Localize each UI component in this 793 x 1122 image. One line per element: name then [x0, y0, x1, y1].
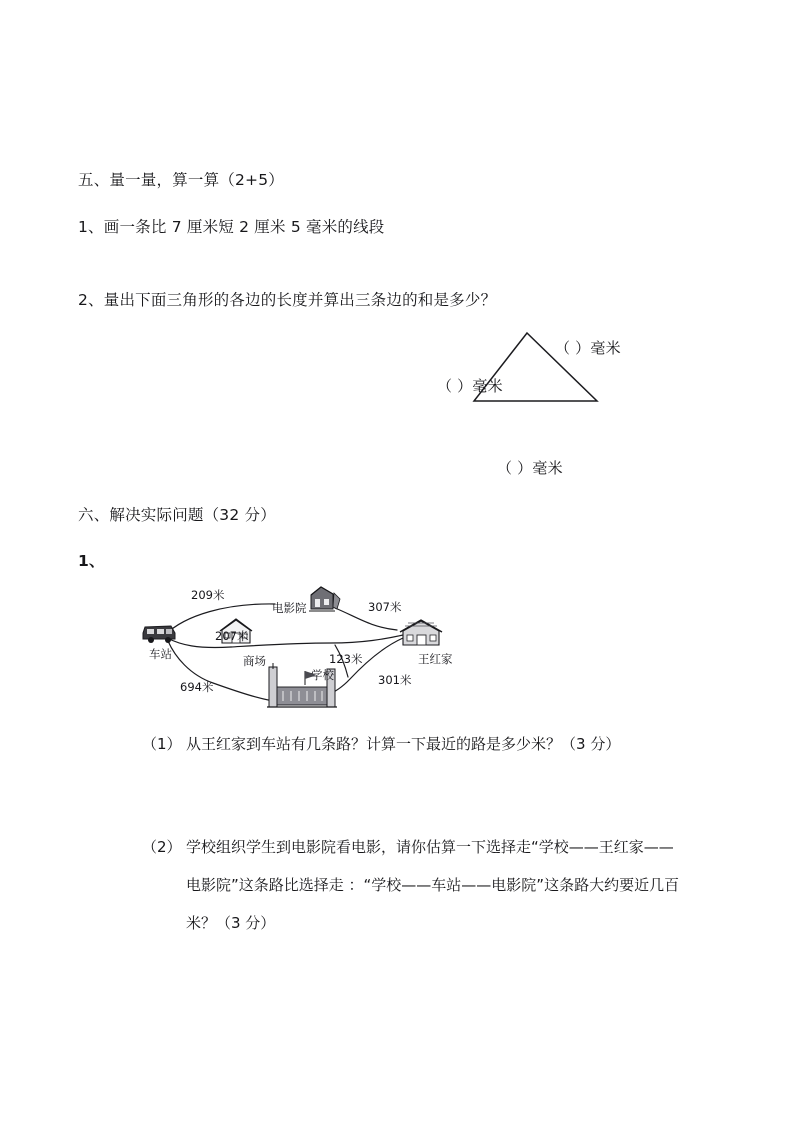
map-distance-label-school-home: 301米 — [378, 673, 412, 687]
map-question-1-text: 从王红家到车站有几条路？计算一下最近的路是多少米？（3 分） — [186, 735, 621, 753]
map-distance-label-station-mall: 207米 — [215, 629, 249, 643]
map-question-2-number: （2） — [142, 838, 182, 856]
map-question-1-number: （1） — [142, 735, 182, 753]
map-distance-label-station-school: 694米 — [180, 680, 214, 694]
section-five-question-2: 2、量出下面三角形的各边的长度并算出三条边的和是多少？ — [78, 291, 497, 309]
map-distance-label-mall-home: 123米 — [329, 652, 363, 666]
building-icon — [309, 587, 340, 611]
triangle-label-bottom: （ ）毫米 — [497, 459, 563, 477]
section-six-item-number: 1、 — [78, 552, 105, 570]
map-question-2-text-line-3: 米？（3 分） — [186, 914, 276, 932]
map-question-2-text-line-2: 电影院”这条路比选择走 ：“学校——车站——电影院”这条路大约要近几百 — [186, 876, 680, 894]
triangle-label-right: （ ）毫米 — [555, 339, 621, 357]
map-question-1 — [142, 733, 620, 754]
bus-icon — [143, 626, 175, 643]
map-place-label-school: 学校 — [311, 668, 334, 682]
house-icon — [400, 620, 442, 645]
route-map-figure — [135, 583, 490, 718]
triangle-label-left: （ ）毫米 — [437, 377, 503, 395]
map-question-2-line-1 — [142, 836, 674, 857]
map-place-label-wanghong-home: 王红家 — [418, 652, 453, 666]
map-distance-label-cinema-home: 307米 — [368, 600, 402, 614]
section-five-heading: 五、量一量，算一算（2+5） — [78, 171, 285, 189]
section-five-question-1: 1、画一条比 7 厘米短 2 厘米 5 毫米的线段 — [78, 218, 385, 236]
section-six-heading: 六、解决实际问题（32 分） — [78, 506, 276, 524]
map-question-2-text-line-1: 学校组织学生到电影院看电影，请你估算一下选择走“学校——王红家—— — [186, 838, 674, 856]
map-place-label-cinema: 电影院 — [272, 601, 307, 615]
map-distance-label-station-cinema: 209米 — [191, 588, 225, 602]
map-place-label-station: 车站 — [149, 647, 172, 661]
map-place-label-mall: 商场 — [243, 654, 266, 668]
